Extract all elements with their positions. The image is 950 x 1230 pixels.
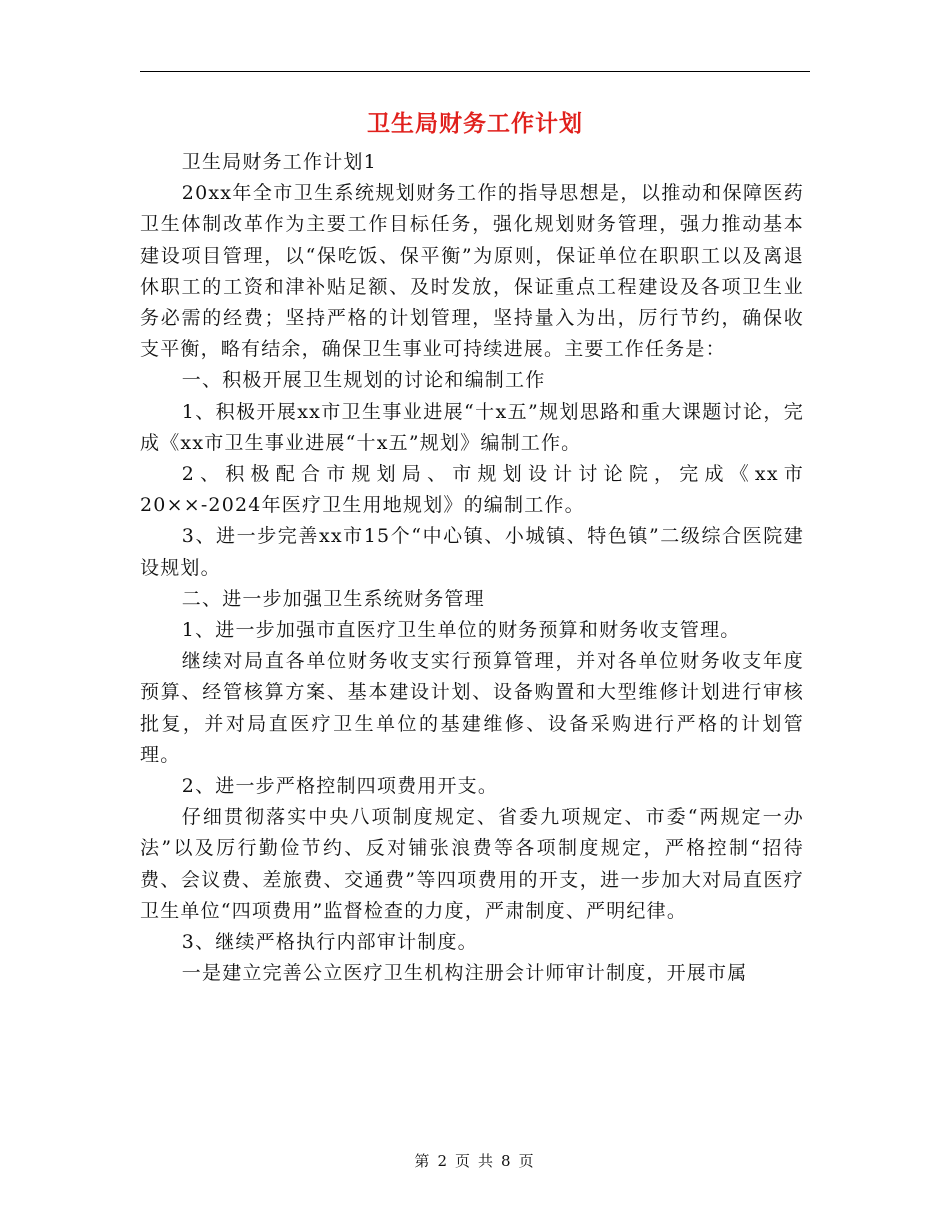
footer-page-word: 页 — [454, 1152, 472, 1170]
footer-prefix: 第 — [414, 1152, 432, 1170]
current-page-number: 2 — [437, 1152, 449, 1170]
paragraph: 20xx年全市卫生系统规划财务工作的指导思想是，以推动和保障医药卫生体制改革作为主要工作目标任务，强化规划财务管理，强力推动基本建设项目管理，以“保吃饭、保平衡”为原则，保证单位在职职工以及离退休职工的工资和津补贴足额、及时发放，保证重点工程建设及各项卫生业务必需的经费；坚持严格的计划管理，坚持量入为出，厉行节约，确保收支平衡，略有结余，确保卫生事业可持续进展。主要工作任务是： — [140, 182, 804, 361]
total-pages-number: 8 — [501, 1152, 513, 1170]
page-footer — [0, 1150, 950, 1171]
paragraph: 3、进一步完善xx市15个“中心镇、小城镇、特色镇”二级综合医院建设规划。 — [140, 525, 804, 579]
document-title: 卫生局财务工作计划 — [367, 110, 583, 137]
paragraph: 3、继续严格执行内部审计制度。 — [181, 931, 478, 954]
document-body — [140, 147, 804, 989]
section-heading: 一、积极开展卫生规划的讨论和编制工作 — [181, 369, 546, 392]
paragraph: 继续对局直各单位财务收支实行预算管理，并对各单位财务收支年度预算、经管核算方案、基本建设计划、设备购置和大型维修计划进行审核批复，并对局直医疗卫生单位的基建维修、设备采购进行严格的计划管理。 — [140, 650, 804, 766]
section-heading: 二、进一步加强卫生系统财务管理 — [181, 587, 485, 610]
paragraph: 2、进一步严格控制四项费用开支。 — [181, 775, 499, 798]
paragraph: 卫生局财务工作计划1 — [181, 151, 377, 173]
paragraph: 一是建立完善公立医疗卫生机构注册会计师审计制度，开展市属 — [181, 962, 748, 985]
header-rule — [140, 71, 810, 72]
footer-total-word: 共 — [478, 1152, 496, 1170]
footer-suffix: 页 — [518, 1152, 536, 1170]
paragraph: 2、积极配合市规划局、市规划设计讨论院，完成《xx市20××-2024年医疗卫生用地规划》的编制工作。 — [140, 463, 804, 517]
paragraph: 1、进一步加强市直医疗卫生单位的财务预算和财务收支管理。 — [181, 619, 741, 642]
paragraph: 仔细贯彻落实中央八项制度规定、省委九项规定、市委“两规定一办法”以及厉行勤俭节约、反对铺张浪费等各项制度规定，严格控制“招待费、会议费、差旅费、交通费”等四项费用的开支，进一步加大对局直医疗卫生单位“四项费用”监督检查的力度，严肃制度、严明纪律。 — [140, 806, 804, 922]
paragraph: 1、积极开展xx市卫生事业进展“十x五”规划思路和重大课题讨论，完成《xx市卫生事业进展“十x五”规划》编制工作。 — [140, 400, 804, 454]
